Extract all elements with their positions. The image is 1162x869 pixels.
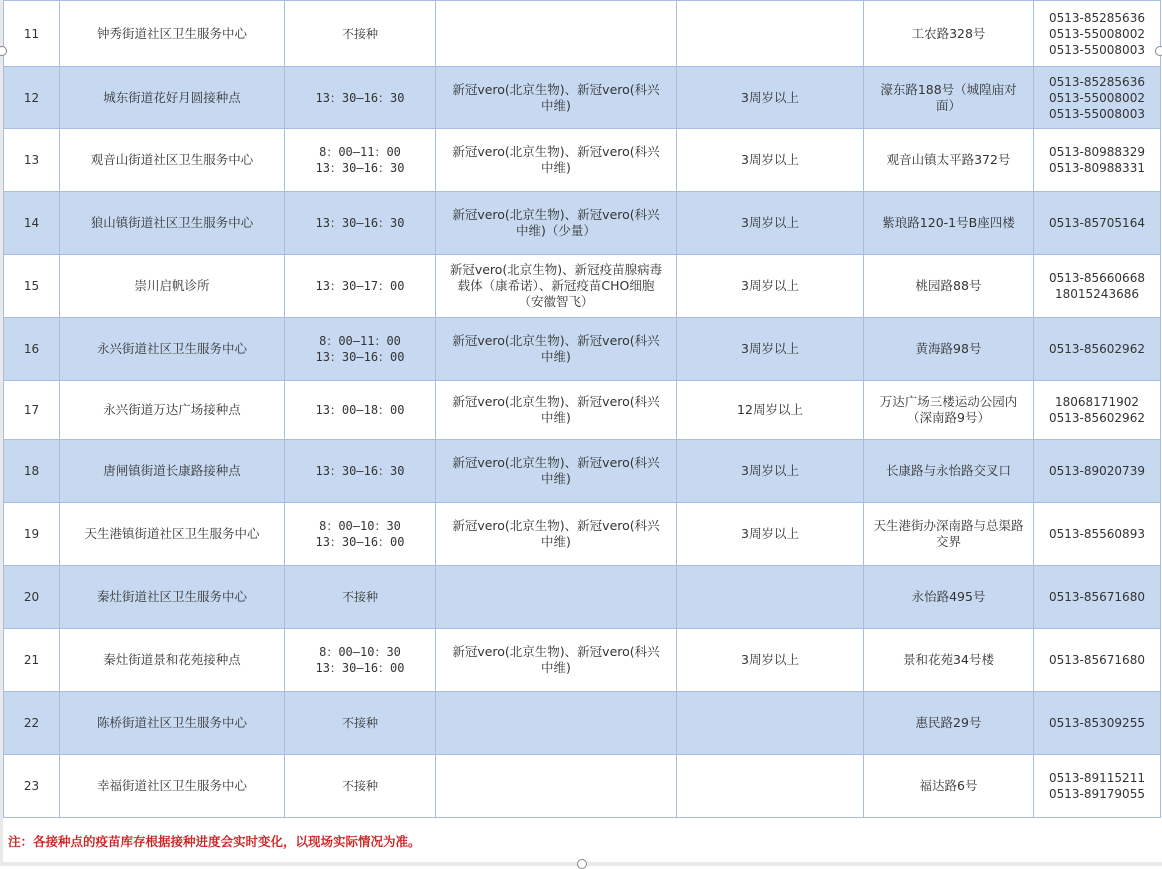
cell-site-name: [60, 503, 285, 566]
cell-site-name-text: 永兴街道万达广场接种点: [103, 402, 241, 417]
cell-age: [677, 1, 864, 67]
cell-hours-text: 13：30—16：30: [315, 464, 405, 478]
cell-number: [4, 566, 60, 629]
cell-phone-text: 0513-80988329: [1049, 145, 1145, 159]
cell-address-text: 天生港街办深南路与总渠路: [873, 518, 1024, 533]
cell-address: [864, 255, 1034, 318]
cell-vaccine-text: 中维): [541, 160, 571, 175]
cell-phone-text: 18015243686: [1055, 287, 1139, 301]
cell-hours: [285, 566, 436, 629]
cell-hours-text: 13：30—16：30: [315, 161, 405, 175]
table-row: [4, 503, 1161, 566]
cell-number: [4, 318, 60, 381]
cell-hours: [285, 503, 436, 566]
cell-phone-text: 0513-85560893: [1049, 527, 1145, 541]
cell-site-name: [60, 755, 285, 818]
cell-phone: [1034, 255, 1161, 318]
cell-age: [677, 440, 864, 503]
cell-age-text: 3周岁以上: [741, 89, 799, 105]
cell-address-text: 景和花苑34号楼: [903, 652, 994, 667]
cell-hours: [285, 255, 436, 318]
cell-hours-text: 13：30—16：30: [315, 216, 405, 230]
cell-site-name: [60, 129, 285, 192]
cell-hours: [285, 318, 436, 381]
cell-hours-text: 13：30—16：00: [315, 535, 405, 549]
cell-phone-text: 0513-89115211: [1049, 771, 1145, 785]
cell-number-text: 21: [23, 653, 40, 667]
table-row: [4, 255, 1161, 318]
cell-age: [677, 192, 864, 255]
cell-age: [677, 129, 864, 192]
cell-age: [677, 318, 864, 381]
cell-vaccine: [436, 629, 677, 692]
cell-number: [4, 503, 60, 566]
cell-site-name-text: 天生港镇街道社区卫生服务中心: [84, 526, 260, 541]
cell-address-text: 交界: [935, 534, 961, 549]
cell-number: [4, 381, 60, 440]
cell-hours-text: 13：30—16：00: [315, 350, 405, 364]
cell-age-text: 3周岁以上: [741, 278, 799, 293]
table-row: [4, 192, 1161, 255]
cell-address-text: 万达广场三楼运动公园内: [879, 394, 1018, 409]
cell-age: [677, 255, 864, 318]
cell-address: [864, 381, 1034, 440]
cell-vaccine-text: 中维): [541, 660, 571, 675]
resize-handle-bottom-icon[interactable]: [577, 859, 587, 869]
cell-site-name: [60, 692, 285, 755]
cell-vaccine-text: 新冠vero(北京生物)、新冠vero(科兴: [452, 144, 660, 159]
cell-hours: [285, 129, 436, 192]
cell-vaccine-text: 新冠vero(北京生物)、新冠vero(科兴: [452, 207, 660, 222]
cell-hours-text: 不接种: [341, 590, 378, 604]
cell-vaccine-text: 中维)（少量）: [516, 223, 596, 238]
cell-address: [864, 440, 1034, 503]
cell-age: [677, 503, 864, 566]
cell-hours-text: 8：00—11：00: [319, 334, 401, 348]
cell-vaccine: [436, 192, 677, 255]
cell-address-text: 观音山镇太平路372号: [886, 152, 1011, 167]
cell-phone-text: 0513-85705164: [1049, 216, 1145, 230]
cell-age: [677, 566, 864, 629]
cell-hours: [285, 440, 436, 503]
cell-address: [864, 629, 1034, 692]
cell-age-text: 3周岁以上: [741, 652, 799, 667]
cell-age: [677, 755, 864, 818]
cell-hours: [285, 755, 436, 818]
cell-age-text: 3周岁以上: [741, 215, 799, 230]
cell-phone-text: 0513-85285636: [1049, 74, 1145, 89]
cell-number: [4, 192, 60, 255]
cell-site-name: [60, 318, 285, 381]
cell-age-text: 12周岁以上: [737, 402, 803, 417]
cell-site-name-text: 崇川启帆诊所: [134, 278, 210, 293]
cell-number: [4, 255, 60, 318]
cell-number: [4, 1, 60, 67]
cell-address-text: 工农路328号: [911, 25, 986, 41]
cell-vaccine: [436, 318, 677, 381]
cell-site-name-text: 观音山街道社区卫生服务中心: [90, 152, 254, 167]
table-row: [4, 1, 1161, 67]
cell-address: [864, 692, 1034, 755]
cell-vaccine: [436, 255, 677, 318]
cell-vaccine-text: 新冠vero(北京生物)、新冠vero(科兴: [452, 644, 660, 659]
cell-address: [864, 129, 1034, 192]
table-row: [4, 129, 1161, 192]
cell-number-text: 17: [23, 403, 40, 417]
cell-site-name-text: 秦灶街道景和花苑接种点: [103, 652, 241, 667]
cell-hours: [285, 1, 436, 67]
cell-vaccine: [436, 440, 677, 503]
cell-site-name: [60, 381, 285, 440]
cell-site-name: [60, 629, 285, 692]
cell-number-text: 20: [23, 590, 40, 604]
cell-phone-text: 0513-89179055: [1049, 787, 1145, 801]
table-row: [4, 318, 1161, 381]
cell-number-text: 15: [23, 279, 40, 293]
cell-vaccine-text: 中维): [541, 471, 571, 486]
cell-vaccine: [436, 381, 677, 440]
cell-site-name-text: 唐闸镇街道长康路接种点: [103, 463, 241, 478]
cell-age: [677, 629, 864, 692]
cell-address: [864, 755, 1034, 818]
table-row: [4, 381, 1161, 440]
cell-hours: [285, 629, 436, 692]
cell-number-text: 11: [23, 26, 40, 41]
cell-address: [864, 566, 1034, 629]
cell-address-text: 濠东路188号（城隍庙对: [880, 81, 1017, 97]
cell-hours-text: 13：30—17：00: [315, 279, 405, 293]
cell-vaccine: [436, 129, 677, 192]
cell-hours-text: 不接种: [341, 779, 378, 793]
cell-vaccine-text: 新冠vero(北京生物)、新冠vero(科兴: [452, 518, 660, 533]
cell-hours-text: 8：00—10：30: [319, 519, 401, 533]
cell-vaccine: [436, 692, 677, 755]
table-body: [4, 1, 1161, 818]
cell-hours-text: 不接种: [341, 716, 378, 730]
cell-age-text: 3周岁以上: [741, 152, 799, 167]
cell-phone: [1034, 755, 1161, 818]
cell-address: [864, 67, 1034, 129]
cell-vaccine: [436, 1, 677, 67]
cell-site-name-text: 永兴街道社区卫生服务中心: [96, 341, 247, 356]
cell-hours-text: 不接种: [341, 26, 378, 41]
cell-phone: [1034, 129, 1161, 192]
cell-phone: [1034, 629, 1161, 692]
cell-vaccine-text: 中维): [541, 97, 571, 113]
table-row: [4, 440, 1161, 503]
cell-site-name: [60, 192, 285, 255]
cell-vaccine-text: 中维): [541, 534, 571, 549]
cell-phone-text: 0513-89020739: [1049, 464, 1145, 478]
cell-phone: [1034, 566, 1161, 629]
cell-address-text: 黄海路98号: [915, 341, 982, 356]
cell-vaccine: [436, 67, 677, 129]
cell-address-text: 长康路与永怡路交叉口: [885, 463, 1011, 478]
cell-vaccine-text: 中维): [541, 349, 571, 364]
cell-address: [864, 1, 1034, 67]
cell-phone-text: 0513-85602962: [1049, 411, 1145, 425]
cell-number-text: 14: [23, 216, 40, 230]
cell-site-name: [60, 67, 285, 129]
cell-number-text: 12: [23, 90, 40, 105]
cell-number-text: 18: [23, 464, 40, 478]
cell-number: [4, 129, 60, 192]
cell-vaccine-text: 新冠vero(北京生物)、新冠vero(科兴: [452, 394, 660, 409]
cell-hours: [285, 192, 436, 255]
cell-age: [677, 67, 864, 129]
table-row: [4, 629, 1161, 692]
cell-address-text: 面）: [935, 97, 961, 113]
cell-phone-text: 0513-85660668: [1049, 271, 1145, 285]
cell-vaccine: [436, 566, 677, 629]
cell-number: [4, 692, 60, 755]
cell-phone: [1034, 67, 1161, 129]
cell-number-text: 13: [23, 153, 40, 167]
table-row: [4, 755, 1161, 818]
cell-site-name-text: 陈桥街道社区卫生服务中心: [96, 715, 247, 730]
cell-number: [4, 440, 60, 503]
cell-phone: [1034, 440, 1161, 503]
cell-address: [864, 503, 1034, 566]
cell-site-name-text: 狼山镇街道社区卫生服务中心: [90, 215, 254, 230]
cell-number-text: 23: [23, 779, 40, 793]
cell-phone-text: 0513-85671680: [1049, 590, 1145, 604]
cell-site-name: [60, 255, 285, 318]
cell-phone-text: 0513-55008002: [1049, 90, 1145, 105]
cell-phone: [1034, 503, 1161, 566]
cell-vaccine-text: 新冠vero(北京生物)、新冠疫苗腺病毒: [449, 262, 663, 277]
cell-hours: [285, 692, 436, 755]
cell-hours: [285, 67, 436, 129]
cell-phone: [1034, 692, 1161, 755]
cell-number: [4, 67, 60, 129]
cell-age-text: 3周岁以上: [741, 341, 799, 356]
cell-age-text: 3周岁以上: [741, 463, 799, 478]
cell-phone-text: 0513-55008003: [1049, 106, 1145, 121]
cell-address: [864, 192, 1034, 255]
cell-vaccine-text: 新冠vero(北京生物)、新冠vero(科兴: [452, 455, 660, 470]
cell-phone-text: 0513-55008003: [1049, 42, 1145, 57]
cell-phone-text: 0513-85671680: [1049, 653, 1145, 667]
cell-address-text: 紫琅路120-1号B座四楼: [882, 215, 1015, 230]
cell-hours-text: 13：30—16：00: [315, 661, 405, 675]
cell-number: [4, 629, 60, 692]
cell-site-name: [60, 440, 285, 503]
cell-age: [677, 381, 864, 440]
footnote: 注：各接种点的疫苗库存根据接种进度会实时变化，以现场实际情况为准。: [8, 834, 421, 849]
cell-address-text: （深南路9号）: [907, 410, 990, 425]
cell-vaccine-text: 载体（康希诺）、新冠疫苗CHO细胞: [457, 278, 655, 293]
cell-age: [677, 692, 864, 755]
cell-vaccine-text: （安徽智飞）: [518, 294, 594, 309]
cell-hours-text: 13：00—18：00: [315, 403, 405, 417]
cell-hours-text: 8：00—10：30: [319, 645, 401, 659]
cell-phone-text: 0513-85602962: [1049, 342, 1145, 356]
cell-site-name: [60, 1, 285, 67]
cell-vaccine-text: 新冠vero(北京生物)、新冠vero(科兴: [452, 333, 660, 348]
cell-site-name-text: 钟秀街道社区卫生服务中心: [96, 25, 247, 41]
cell-number-text: 19: [23, 527, 40, 541]
cell-site-name-text: 幸福街道社区卫生服务中心: [96, 778, 247, 793]
cell-site-name: [60, 566, 285, 629]
cell-number-text: 16: [23, 342, 40, 356]
cell-site-name-text: 城东街道花好月圆接种点: [103, 89, 241, 105]
cell-address-text: 惠民路29号: [915, 715, 982, 730]
cell-phone: [1034, 318, 1161, 381]
cell-address-text: 福达路6号: [919, 778, 978, 793]
table-row: [4, 67, 1161, 129]
vaccination-sites-table: [3, 0, 1161, 818]
cell-vaccine-text: 新冠vero(北京生物)、新冠vero(科兴: [452, 81, 660, 97]
cell-vaccine-text: 中维): [541, 410, 571, 425]
cell-phone: [1034, 192, 1161, 255]
cell-phone: [1034, 1, 1161, 67]
cell-hours-text: 13：30—16：30: [315, 90, 405, 105]
resize-handle-right-icon[interactable]: [1155, 46, 1162, 56]
cell-phone-text: 0513-85309255: [1049, 716, 1145, 730]
cell-number-text: 22: [23, 716, 40, 730]
cell-hours: [285, 381, 436, 440]
cell-age-text: 3周岁以上: [741, 526, 799, 541]
cell-phone-text: 0513-80988331: [1049, 161, 1145, 175]
cell-vaccine: [436, 503, 677, 566]
table-row: [4, 692, 1161, 755]
cell-site-name-text: 秦灶街道社区卫生服务中心: [96, 589, 247, 604]
cell-phone: [1034, 381, 1161, 440]
cell-phone-text: 18068171902: [1055, 395, 1139, 409]
cell-address-text: 永怡路495号: [911, 589, 986, 604]
cell-number: [4, 755, 60, 818]
cell-address-text: 桃园路88号: [915, 278, 982, 293]
cell-hours-text: 8：00—11：00: [319, 145, 401, 159]
cell-phone-text: 0513-85285636: [1049, 10, 1145, 25]
cell-address: [864, 318, 1034, 381]
cell-phone-text: 0513-55008002: [1049, 26, 1145, 41]
table-row: [4, 566, 1161, 629]
cell-vaccine: [436, 755, 677, 818]
